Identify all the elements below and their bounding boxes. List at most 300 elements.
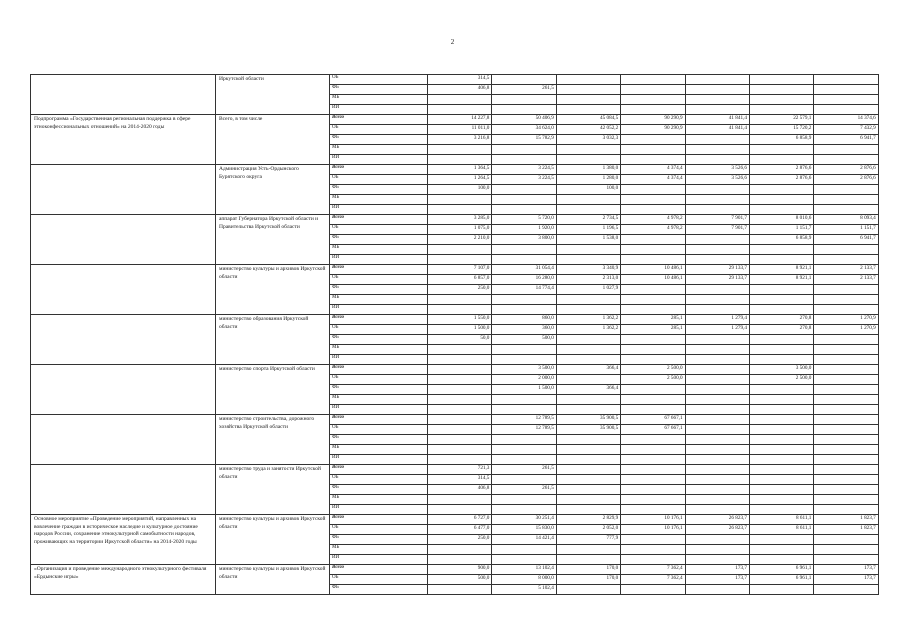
amount-cell [814, 195, 878, 205]
funding-source-cell: МБ [330, 145, 428, 155]
amount-cell: 1 364,5 [428, 165, 492, 175]
amount-cell [621, 485, 685, 495]
amount-cell [492, 475, 556, 485]
funding-source-cell: ФБ [330, 335, 428, 345]
amount-cell: 16 280,0 [492, 275, 556, 285]
amount-cell: 1 362,2 [556, 315, 620, 325]
amount-cell: 3 285,0 [428, 215, 492, 225]
amount-cell: 360,0 [492, 325, 556, 335]
amount-cell [428, 255, 492, 265]
amount-cell [814, 495, 878, 505]
amount-cell: 900,0 [428, 565, 492, 575]
amount-cell: 45 084,5 [556, 115, 620, 125]
amount-cell [556, 195, 620, 205]
amount-cell [749, 405, 813, 415]
amount-cell [556, 495, 620, 505]
amount-cell [556, 475, 620, 485]
amount-cell: 31 054,4 [492, 265, 556, 275]
amount-cell [749, 535, 813, 545]
amount-cell [685, 505, 749, 515]
amount-cell [428, 155, 492, 165]
amount-cell: 1 550,0 [428, 315, 492, 325]
amount-cell: 34 624,0 [492, 125, 556, 135]
amount-cell [749, 485, 813, 495]
amount-cell: 10 176,1 [621, 525, 685, 535]
amount-cell [556, 555, 620, 565]
amount-cell [428, 245, 492, 255]
amount-cell [814, 205, 878, 215]
amount-cell: 3 500,0 [492, 365, 556, 375]
amount-cell [621, 545, 685, 555]
amount-cell [428, 355, 492, 365]
funding-source-cell: ИИ [330, 355, 428, 365]
amount-cell: 6 941,7 [814, 135, 878, 145]
funding-source-cell: ОБ [330, 375, 428, 385]
amount-cell: 1 027,9 [556, 285, 620, 295]
amount-cell: 261,5 [492, 485, 556, 495]
amount-cell [685, 285, 749, 295]
page-number: 2 [450, 38, 455, 46]
amount-cell [556, 585, 620, 595]
amount-cell [492, 305, 556, 315]
amount-cell [428, 395, 492, 405]
amount-cell [749, 495, 813, 505]
amount-cell: 721,3 [428, 465, 492, 475]
amount-cell: 29 133,7 [685, 265, 749, 275]
amount-cell: 13 102,4 [492, 565, 556, 575]
amount-cell [492, 105, 556, 115]
amount-cell [749, 445, 813, 455]
amount-cell: 170,0 [556, 575, 620, 585]
amount-cell: 1 500,0 [492, 385, 556, 395]
amount-cell: 41 841,4 [685, 115, 749, 125]
amount-cell [621, 455, 685, 465]
amount-cell [492, 445, 556, 455]
funding-source-cell: Всего [330, 565, 428, 575]
amount-cell [621, 495, 685, 505]
amount-cell [492, 545, 556, 555]
amount-cell [621, 295, 685, 305]
amount-cell [556, 355, 620, 365]
amount-cell: 100,0 [428, 185, 492, 195]
amount-cell [492, 75, 556, 85]
amount-cell: 2 500,0 [621, 375, 685, 385]
amount-cell: 2 500,0 [749, 375, 813, 385]
amount-cell [492, 95, 556, 105]
amount-cell: 500,0 [428, 575, 492, 585]
amount-cell: 6 857,0 [428, 275, 492, 285]
funding-source-cell: ОБ [330, 225, 428, 235]
executor-cell: министерство строительства, дорожного хозяйства Иркутской области [216, 415, 330, 465]
funding-source-cell: ИИ [330, 205, 428, 215]
amount-cell [814, 405, 878, 415]
amount-cell [814, 475, 878, 485]
amount-cell: 6 961,1 [749, 565, 813, 575]
executor-cell: Иркутской области [216, 75, 330, 115]
amount-cell [685, 235, 749, 245]
amount-cell [492, 185, 556, 195]
executor-cell: аппарат Губернатора Иркутской области и Правительства Иркутской области [216, 215, 330, 265]
funding-source-cell: МБ [330, 495, 428, 505]
table-row [31, 365, 879, 375]
amount-cell [814, 95, 878, 105]
amount-cell: 35 900,5 [556, 415, 620, 425]
amount-cell [685, 195, 749, 205]
amount-cell [621, 445, 685, 455]
amount-cell: 50,0 [428, 335, 492, 345]
amount-cell [814, 185, 878, 195]
amount-cell: 3 526,6 [685, 175, 749, 185]
amount-cell [685, 205, 749, 215]
amount-cell: 2 052,0 [556, 525, 620, 535]
amount-cell [749, 195, 813, 205]
amount-cell [428, 545, 492, 555]
amount-cell: 261,5 [492, 465, 556, 475]
executor-cell: министерство культуры и архивов Иркутской области [216, 265, 330, 315]
program-name-cell [31, 415, 216, 465]
funding-source-cell: ИИ [330, 555, 428, 565]
amount-cell [685, 105, 749, 115]
amount-cell [428, 435, 492, 445]
amount-cell [749, 305, 813, 315]
amount-cell [556, 205, 620, 215]
funding-source-cell: Всего [330, 365, 428, 375]
amount-cell [685, 455, 749, 465]
amount-cell: 8 093,4 [814, 215, 878, 225]
amount-cell [685, 305, 749, 315]
amount-cell [556, 335, 620, 345]
amount-cell [814, 75, 878, 85]
amount-cell: 270,8 [749, 325, 813, 335]
funding-source-cell: ФБ [330, 85, 428, 95]
amount-cell [749, 415, 813, 425]
amount-cell [428, 555, 492, 565]
amount-cell: 7 432,9 [814, 125, 878, 135]
amount-cell: 100,0 [556, 185, 620, 195]
amount-cell: 90 290,9 [621, 115, 685, 125]
amount-cell [492, 555, 556, 565]
program-name-cell: Подпрограмма «Государственная региональная поддержка в сфере этноконфессиональных отношений» на 2014-2020 годы [31, 115, 216, 165]
amount-cell [685, 465, 749, 475]
table-row [31, 215, 879, 225]
amount-cell [749, 85, 813, 95]
amount-cell [814, 345, 878, 355]
amount-cell [492, 355, 556, 365]
amount-cell: 2 313,0 [556, 275, 620, 285]
amount-cell: 3 224,5 [492, 175, 556, 185]
amount-cell: 1 500,0 [428, 325, 492, 335]
amount-cell [814, 155, 878, 165]
amount-cell: 1 280,0 [556, 175, 620, 185]
amount-cell [621, 335, 685, 345]
amount-cell: 14 774,4 [492, 285, 556, 295]
amount-cell [428, 375, 492, 385]
amount-cell [685, 585, 749, 595]
amount-cell: 90 290,9 [621, 125, 685, 135]
amount-cell [814, 145, 878, 155]
amount-cell [814, 375, 878, 385]
amount-cell [621, 245, 685, 255]
program-name-cell [31, 165, 216, 215]
amount-cell: 8 010,6 [749, 215, 813, 225]
amount-cell [749, 145, 813, 155]
funding-source-cell: ОБ [330, 275, 428, 285]
amount-cell [749, 105, 813, 115]
amount-cell [814, 445, 878, 455]
amount-cell [814, 355, 878, 365]
amount-cell: 1 279,4 [685, 315, 749, 325]
amount-cell: 8 611,1 [749, 525, 813, 535]
amount-cell: 270,8 [749, 315, 813, 325]
amount-cell: 170,0 [556, 565, 620, 575]
amount-cell [621, 85, 685, 95]
amount-cell: 1 075,0 [428, 225, 492, 235]
amount-cell: 261,5 [492, 85, 556, 95]
amount-cell: 406,8 [428, 85, 492, 95]
amount-cell: 2 133,7 [814, 275, 878, 285]
amount-cell [492, 145, 556, 155]
amount-cell [814, 415, 878, 425]
amount-cell [428, 305, 492, 315]
amount-cell: 29 133,7 [685, 275, 749, 285]
amount-cell [749, 255, 813, 265]
funding-source-cell: ОБ [330, 575, 428, 585]
amount-cell [749, 505, 813, 515]
amount-cell: 777,9 [556, 535, 620, 545]
amount-cell [814, 295, 878, 305]
amount-cell: 22 579,1 [749, 115, 813, 125]
funding-source-cell: Всего [330, 115, 428, 125]
amount-cell [428, 505, 492, 515]
program-name-cell [31, 315, 216, 365]
amount-cell [685, 135, 749, 145]
amount-cell [556, 145, 620, 155]
funding-source-cell: МБ [330, 245, 428, 255]
amount-cell: 6 858,9 [749, 235, 813, 245]
amount-cell: 8 921,1 [749, 265, 813, 275]
amount-cell [749, 555, 813, 565]
funding-source-cell: МБ [330, 445, 428, 455]
amount-cell [556, 305, 620, 315]
amount-cell [685, 425, 749, 435]
amount-cell [749, 155, 813, 165]
amount-cell [556, 295, 620, 305]
amount-cell [621, 75, 685, 85]
funding-source-cell: ОБ [330, 325, 428, 335]
amount-cell [556, 545, 620, 555]
amount-cell: 1 380,0 [556, 165, 620, 175]
funding-source-cell: ИИ [330, 405, 428, 415]
amount-cell: 5 102,4 [492, 585, 556, 595]
amount-cell: 250,0 [428, 535, 492, 545]
funding-source-cell: ОБ [330, 75, 428, 85]
amount-cell [556, 485, 620, 495]
amount-cell [428, 455, 492, 465]
amount-cell: 2 876,6 [814, 165, 878, 175]
amount-cell [428, 95, 492, 105]
amount-cell: 860,0 [492, 315, 556, 325]
amount-cell [621, 135, 685, 145]
amount-cell [685, 535, 749, 545]
amount-cell [749, 585, 813, 595]
amount-cell [685, 395, 749, 405]
amount-cell: 35 900,5 [556, 425, 620, 435]
amount-cell [685, 75, 749, 85]
amount-cell [749, 385, 813, 395]
amount-cell [428, 415, 492, 425]
amount-cell [556, 95, 620, 105]
amount-cell: 1 264,5 [428, 175, 492, 185]
amount-cell: 15 782,9 [492, 135, 556, 145]
funding-source-cell: ОБ [330, 475, 428, 485]
amount-cell: 3 032,3 [556, 135, 620, 145]
amount-cell [621, 385, 685, 395]
amount-cell [621, 535, 685, 545]
amount-cell [621, 95, 685, 105]
funding-source-cell: Всего [330, 315, 428, 325]
amount-cell: 41 841,4 [685, 125, 749, 135]
amount-cell [814, 105, 878, 115]
amount-cell [621, 305, 685, 315]
funding-source-cell: ФБ [330, 485, 428, 495]
amount-cell [556, 395, 620, 405]
amount-cell [492, 195, 556, 205]
amount-cell [556, 465, 620, 475]
executor-cell: министерство культуры и архивов Иркутской области [216, 515, 330, 565]
amount-cell [492, 405, 556, 415]
amount-cell [685, 485, 749, 495]
amount-cell [814, 85, 878, 95]
amount-cell [814, 455, 878, 465]
amount-cell: 7 107,0 [428, 265, 492, 275]
amount-cell [814, 255, 878, 265]
funding-source-cell: Всего [330, 165, 428, 175]
program-name-cell [31, 215, 216, 265]
funding-source-cell: Всего [330, 415, 428, 425]
amount-cell [492, 395, 556, 405]
funding-source-cell: МБ [330, 345, 428, 355]
funding-source-cell: МБ [330, 545, 428, 555]
amount-cell [492, 205, 556, 215]
amount-cell: 67 667,1 [621, 415, 685, 425]
amount-cell: 12 789,5 [492, 415, 556, 425]
amount-cell: 366,4 [556, 365, 620, 375]
amount-cell: 3 224,5 [492, 165, 556, 175]
amount-cell [814, 425, 878, 435]
amount-cell: 15 830,0 [492, 525, 556, 535]
amount-cell: 314,5 [428, 75, 492, 85]
amount-cell [492, 505, 556, 515]
amount-cell: 11 011,0 [428, 125, 492, 135]
amount-cell: 1 151,7 [749, 225, 813, 235]
amount-cell [749, 395, 813, 405]
amount-cell [685, 155, 749, 165]
amount-cell [428, 145, 492, 155]
amount-cell: 3 526,6 [685, 165, 749, 175]
amount-cell [749, 355, 813, 365]
table-row [31, 465, 879, 475]
amount-cell [685, 545, 749, 555]
amount-cell: 1 196,5 [556, 225, 620, 235]
amount-cell [685, 445, 749, 455]
amount-cell [556, 375, 620, 385]
amount-cell [685, 335, 749, 345]
amount-cell: 6 858,9 [749, 135, 813, 145]
amount-cell [749, 75, 813, 85]
executor-cell: Всего, в том числе [216, 115, 330, 165]
amount-cell [428, 295, 492, 305]
amount-cell: 2 000,0 [492, 375, 556, 385]
amount-cell: 42 052,2 [556, 125, 620, 135]
funding-source-cell: Всего [330, 265, 428, 275]
funding-source-cell: ИИ [330, 455, 428, 465]
amount-cell: 314,5 [428, 475, 492, 485]
amount-cell: 3 216,8 [428, 135, 492, 145]
program-name-cell: «Организация и проведение международного этнокультурного фестиваля «Ердынские игры» [31, 565, 216, 595]
amount-cell [492, 495, 556, 505]
amount-cell [685, 85, 749, 95]
amount-cell [685, 95, 749, 105]
amount-cell: 173,7 [685, 575, 749, 585]
amount-cell: 2 734,5 [556, 215, 620, 225]
table-row [31, 265, 879, 275]
amount-cell [685, 295, 749, 305]
table-row [31, 565, 879, 575]
amount-cell [556, 245, 620, 255]
amount-cell [749, 205, 813, 215]
amount-cell [428, 205, 492, 215]
funding-source-cell: ФБ [330, 435, 428, 445]
amount-cell [492, 345, 556, 355]
amount-cell: 14 374,6 [814, 115, 878, 125]
amount-cell [428, 425, 492, 435]
amount-cell [621, 355, 685, 365]
amount-cell [556, 505, 620, 515]
funding-source-cell: ИИ [330, 255, 428, 265]
table-row [31, 165, 879, 175]
amount-cell: 500,0 [492, 335, 556, 345]
amount-cell: 7 362,4 [621, 565, 685, 575]
amount-cell [749, 95, 813, 105]
amount-cell: 8 921,1 [749, 275, 813, 285]
amount-cell: 4 978,2 [621, 225, 685, 235]
amount-cell [749, 455, 813, 465]
amount-cell: 1 362,2 [556, 325, 620, 335]
amount-cell: 2 210,0 [428, 235, 492, 245]
amount-cell [621, 145, 685, 155]
amount-cell: 67 667,1 [621, 425, 685, 435]
amount-cell [749, 545, 813, 555]
amount-cell: 2 133,7 [814, 265, 878, 275]
amount-cell: 6 477,0 [428, 525, 492, 535]
funding-source-cell: ОБ [330, 175, 428, 185]
amount-cell [428, 195, 492, 205]
amount-cell [556, 435, 620, 445]
amount-cell [749, 475, 813, 485]
budget-table [30, 74, 879, 595]
funding-source-cell: ФБ [330, 135, 428, 145]
funding-source-cell: ОБ [330, 525, 428, 535]
amount-cell: 285,1 [621, 315, 685, 325]
amount-cell [556, 75, 620, 85]
funding-source-cell: МБ [330, 195, 428, 205]
amount-cell [492, 245, 556, 255]
amount-cell: 26 823,7 [685, 525, 749, 535]
executor-cell: министерство образования Иркутской области [216, 315, 330, 365]
amount-cell [685, 435, 749, 445]
amount-cell [814, 285, 878, 295]
amount-cell: 30 251,4 [492, 515, 556, 525]
